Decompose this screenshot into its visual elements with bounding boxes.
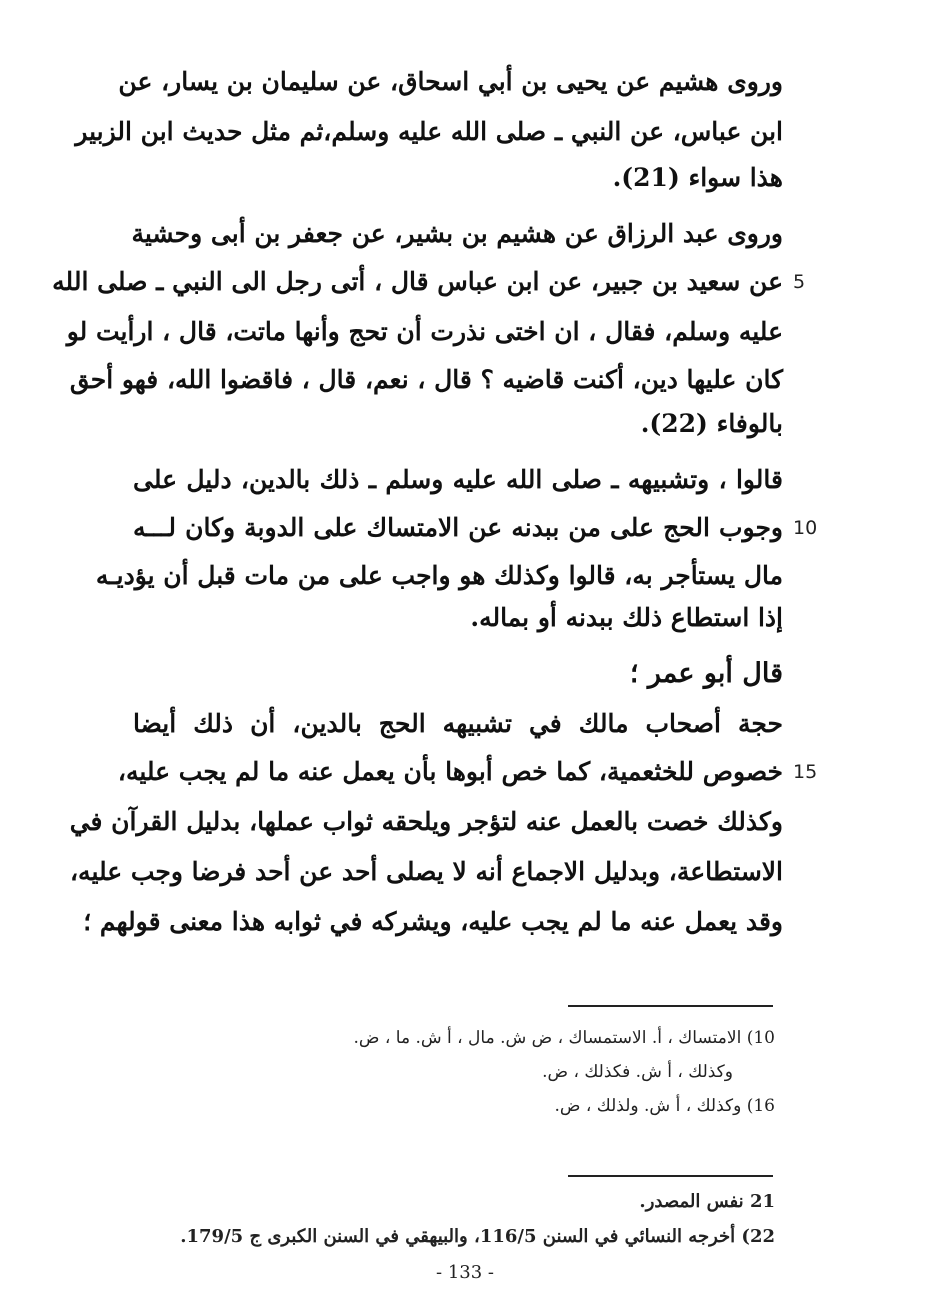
apparatus-note: 10) الامتساك ، أ. الاستمساك ، ض ش. مال ، أ ش. ما ، ض.: [353, 1028, 775, 1048]
body-line: مال يستأجر به، قالوا وكذلك هو واجب على من مات قبل أن يؤديـه: [95, 561, 783, 590]
body-line: عن سعيد بن جبير، عن ابن عباس قال ، أتى رجل الى النبي ـ صلى الله: [52, 267, 783, 296]
apparatus-note: وكذلك ، أ ش. فكذلك ، ض.: [542, 1062, 733, 1082]
footnote-divider: [568, 1175, 773, 1177]
body-line: وقد يعمل عنه ما لم يجب عليه، ويشركه في ثوابه هذا معنى قولهم ؛: [83, 907, 783, 936]
body-line: قالوا ، وتشبيهه ـ صلى الله عليه وسلم ـ ذلك بالدين، دليل على: [133, 465, 783, 494]
footnote: 21 نفس المصدر.: [639, 1191, 775, 1212]
page-number: - 133 -: [436, 1262, 494, 1283]
section-heading: قال أبو عمر ؛: [629, 658, 783, 689]
footnote: 22) أخرجه النسائي في السنن 116/5، والبيهقي في السنن الكبرى ج 179/5.: [180, 1226, 775, 1247]
body-line: إذا استطاع ذلك ببدنه أو بماله.: [470, 603, 783, 632]
body-line: هذا سواء (21).: [612, 163, 783, 192]
body-line: حجة أصحاب مالك في تشبيهه الحج بالدين، أن ذلك أيضا: [133, 709, 783, 738]
body-line: كان عليها دين، أكنت قاضيه ؟ قال ، نعم، قال ، فاقضوا الله، فهو أحق: [69, 365, 783, 394]
body-line: وروى عبد الرزاق عن هشيم بن بشير، عن جعفر بن أبى وحشية: [131, 219, 783, 248]
body-line: ابن عباس، عن النبي ـ صلى الله عليه وسلم،ثم مثل حديث ابن الزبير: [75, 117, 783, 146]
body-line: عليه وسلم، فقال ، ان اختى نذرت أن تحج وأنها ماتت، قال ، ارأيت لو: [66, 317, 783, 346]
body-line: وروى هشيم عن يحيى بن أبي اسحاق، عن سليمان بن يسار، عن: [118, 67, 783, 96]
body-line: بالوفاء (22).: [640, 409, 783, 438]
body-line: الاستطاعة، وبدليل الاجماع أنه لا يصلى أحد عن أحد فرضا وجب عليه،: [69, 857, 783, 886]
apparatus-divider: [568, 1005, 773, 1007]
body-line: وجوب الحج على من ببدنه عن الامتساك على الدوبة وكان لـــه: [133, 513, 783, 542]
body-line: وكذلك خصت بالعمل عنه لتؤجر ويلحقه ثواب عملها، بدليل القرآن في: [69, 807, 783, 836]
line-number: 10: [793, 517, 818, 539]
line-number: 15: [793, 761, 818, 783]
apparatus-note: 16) وكذلك ، أ ش. ولذلك ، ض.: [554, 1096, 775, 1116]
body-line: خصوص للخثعمية، كما خص أبوها بأن يعمل عنه ما لم يجب عليه،: [117, 757, 783, 786]
line-number: 5: [793, 271, 806, 293]
